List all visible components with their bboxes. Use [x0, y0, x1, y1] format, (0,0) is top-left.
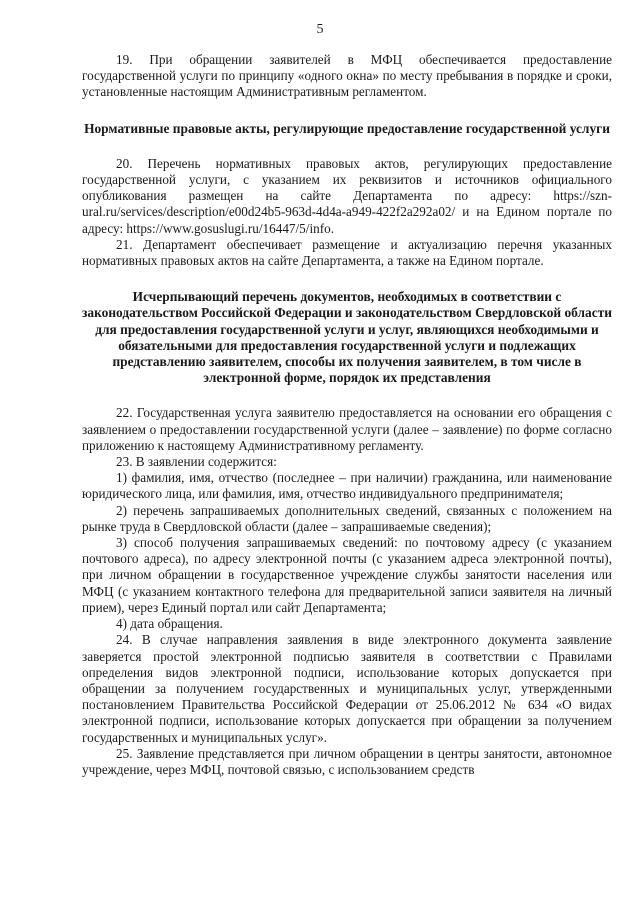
paragraph-23-item-3: 3) способ получения запрашиваемых сведений: по почтовому адресу (с указанием почтового адреса), по адресу электронной почты (с указанием адреса электронной почты), при личном обращении в государственное учреждение службы занятости населения или МФЦ (с указанием контактного телефона для предварительной записи заявителя на личный прием), через Единый портал или сайт Департамента;	[82, 535, 612, 615]
paragraph-20: 20. Перечень нормативных правовых актов, регулирующих предоставление государственной услуги, с указанием их реквизитов и источников официального опубликования размещен на сайте Департамента по адресу: https://szn-ural.ru/services/description/e00d24b5-963d-4d4a-a949-422f2a292a02/ и на Едином портале по адресу: https://www.gosuslugi.ru/16447/5/info.	[82, 155, 612, 236]
heading-normative-acts: Нормативные правовые акты, регулирующие предоставление государственной услуги	[84, 120, 610, 136]
paragraph-23-item-1: 1) фамилия, имя, отчество (последнее – при наличии) гражданина, или наименование юридического лица, или фамилия, имя, отчество индивидуального предпринимателя;	[82, 470, 612, 502]
paragraph-23-item-2: 2) перечень запрашиваемых дополнительных сведений, связанных с положением на рынке труда в Свердловской области (далее – запрашиваемые сведения);	[82, 502, 612, 534]
paragraph-21: 21. Департамент обеспечивает размещение и актуализацию перечня указанных нормативных правовых актов на сайте Департамента, а также на Едином портале.	[82, 236, 612, 269]
heading-documents-list: Исчерпывающий перечень документов, необходимых в соответствии с законодательством Российской Федерации и законодательством Свердловской области для предоставления государственной услуги и услуг, являющихся необходимыми и обязательными для предоставления государственной услуги и подлежащих представлению заявителем, способы их получения заявителем, в том числе в электронной форме, порядок их представления	[82, 289, 612, 386]
paragraph-22: 22. Государственная услуга заявителю предоставляется на основании его обращения с заявлением о предоставлении государственной услуги (далее – заявление) по форме согласно приложению к настоящему Административному регламенту.	[82, 405, 612, 453]
paragraph-24: 24. В случае направления заявления в виде электронного документа заявление заверяется простой электронной подписью заявителя в соответствии с Правилами определения видов электронной подписи, использование которых допускается при обращении за получением государственных и муниципальных услуг, утвержденными постановлением Правительства Российской Федерации от 25.06.2012 № 634 «О видах электронной подписи, использование которых допускается при обращении за получением государственных и муниципальных услуг».	[82, 632, 612, 745]
paragraph-25: 25. Заявление представляется при личном обращении в центры занятости, автономное учреждение, через МФЦ, почтовой связью, с использованием средств	[82, 745, 612, 777]
paragraph-23: 23. В заявлении содержится:	[116, 454, 277, 470]
paragraph-23-item-4: 4) дата обращения.	[116, 616, 223, 632]
page-number: 5	[316, 22, 324, 37]
paragraph-19: 19. При обращении заявителей в МФЦ обеспечивается предоставление государственной услуги по принципу «одного окна» по месту пребывания в порядке и сроки, установленные настоящим Административным регламентом.	[82, 52, 612, 100]
document-body	[82, 52, 612, 778]
